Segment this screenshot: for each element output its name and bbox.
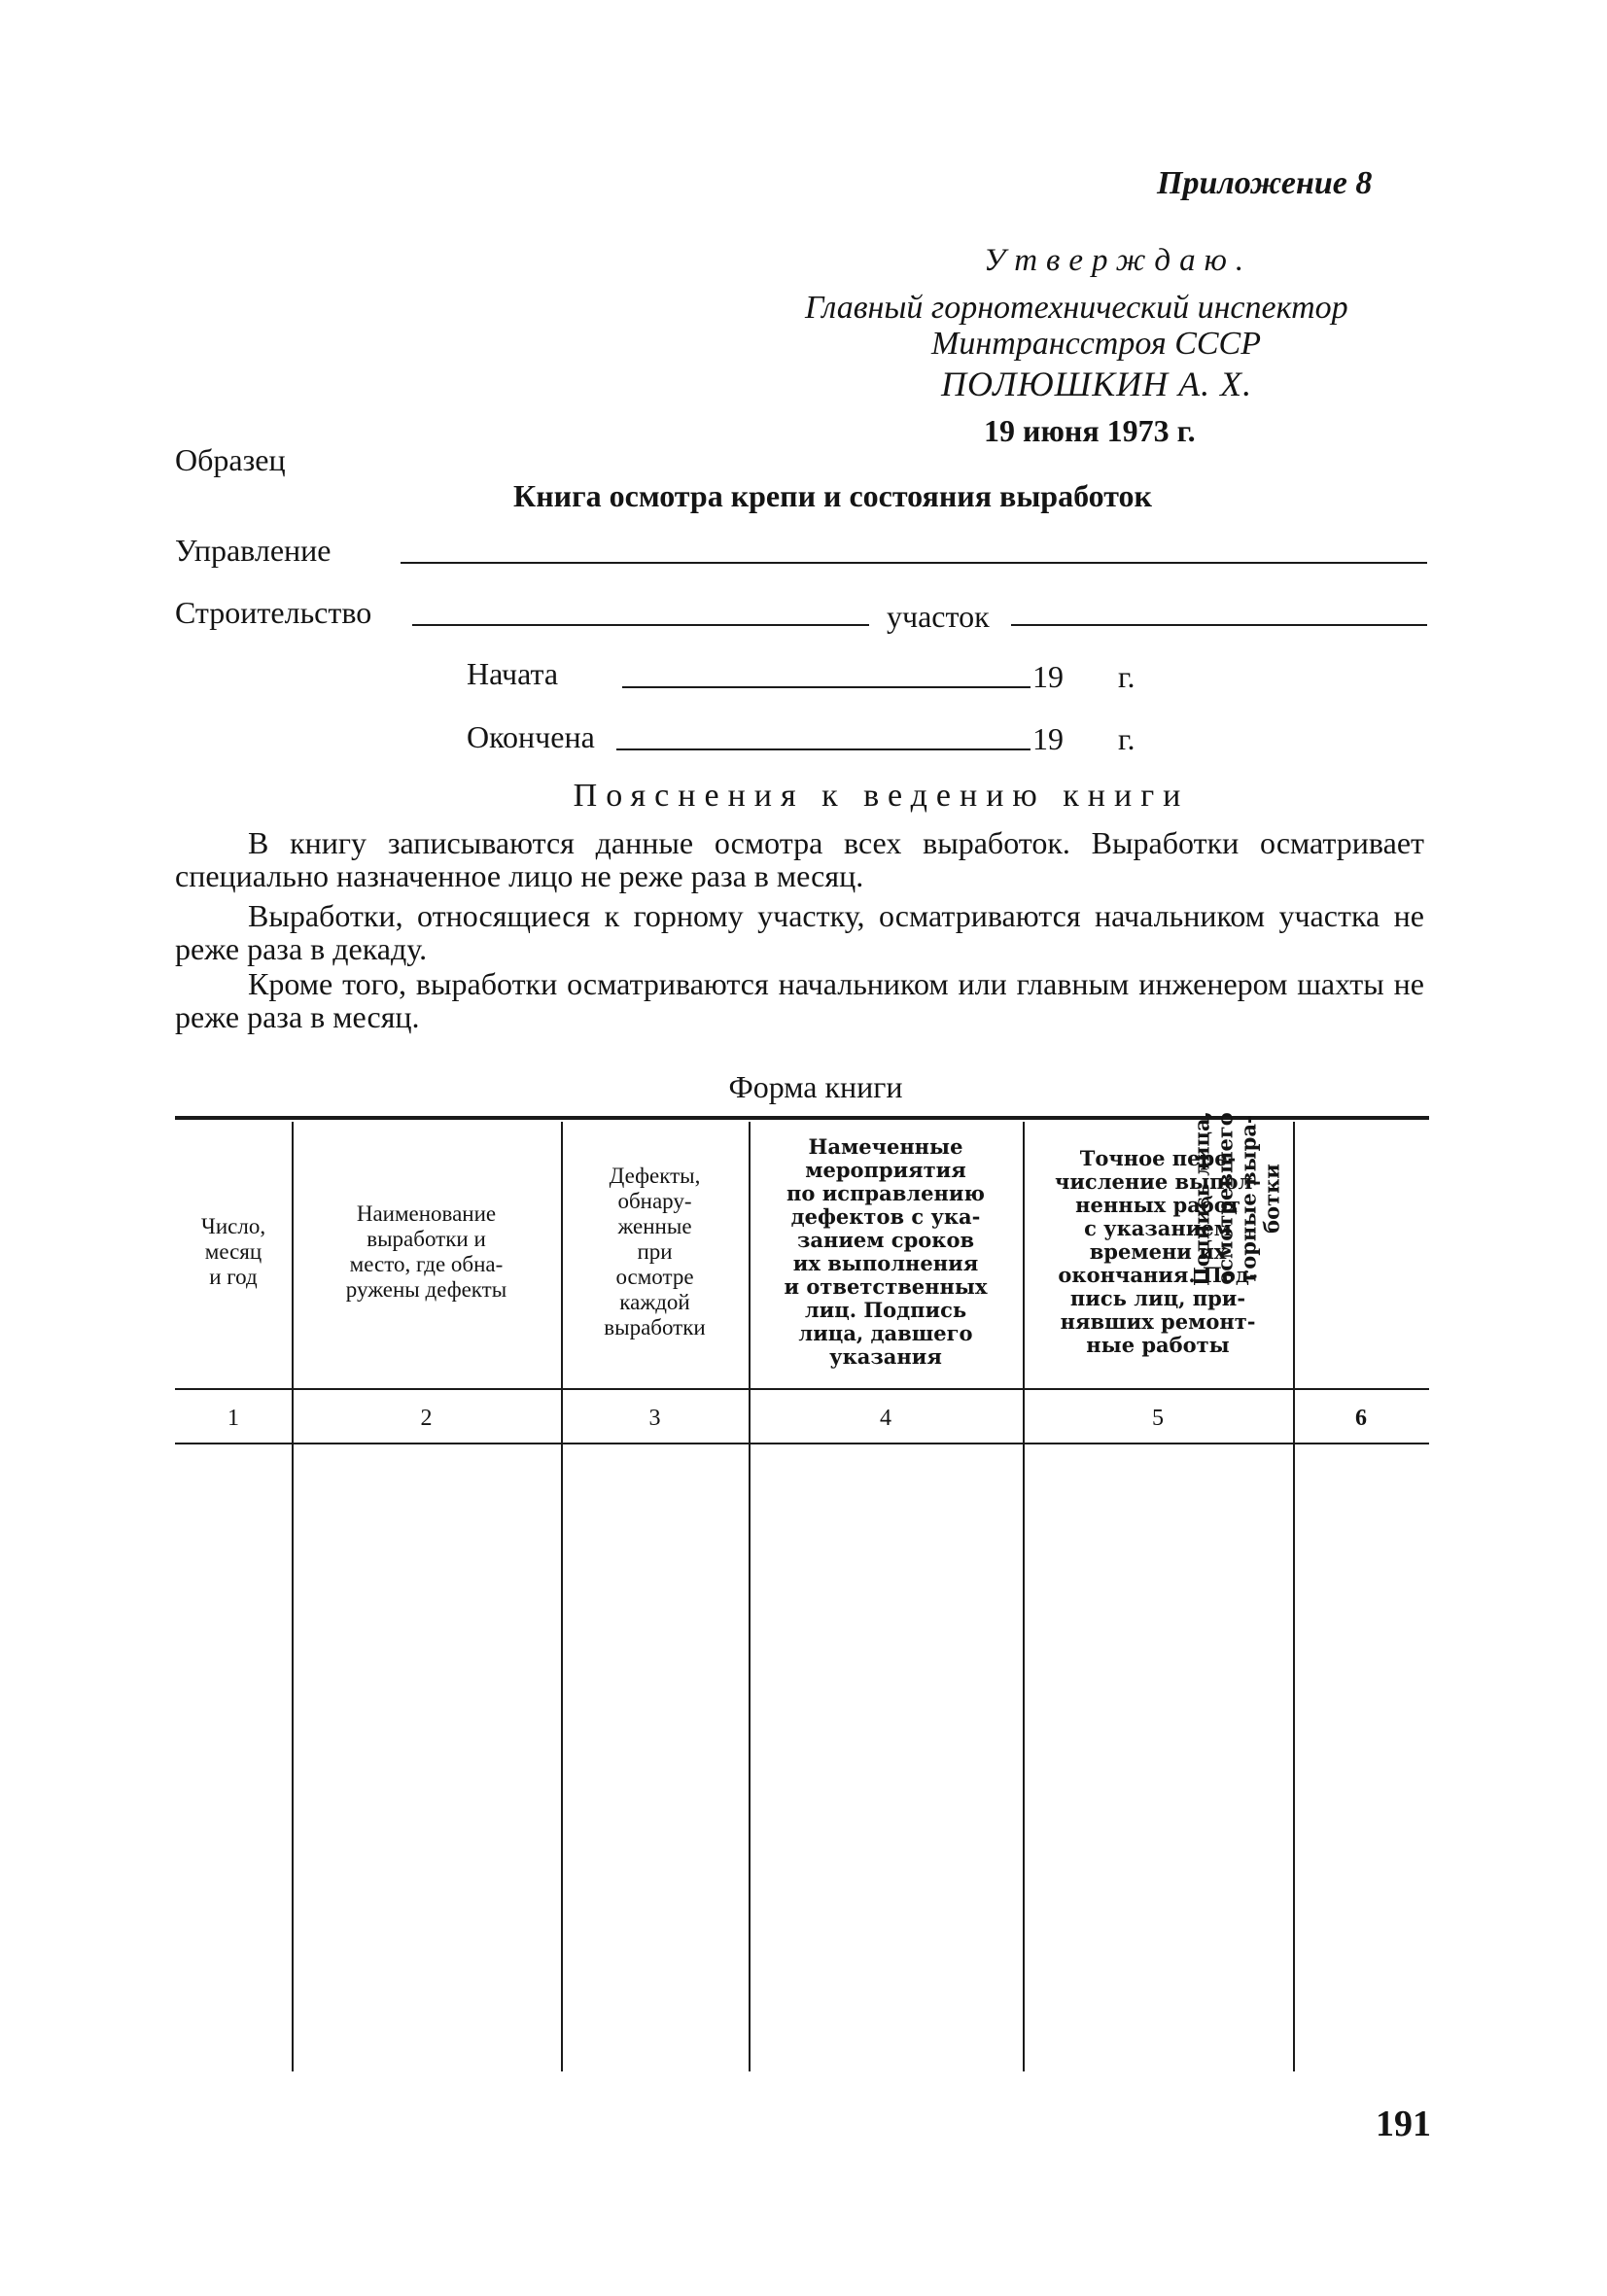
finished-line bbox=[616, 748, 1031, 750]
column-header-measures: Намеченные мероприятия по исправлению дефектов с ука- занием сроков их выполнения и ответственных лиц. Подпись лица, давшего указания bbox=[784, 1134, 988, 1369]
column-number: 4 bbox=[880, 1406, 891, 1431]
started-year-suffix: г. bbox=[1118, 659, 1135, 694]
started-label: Начата bbox=[467, 656, 559, 691]
started-year-prefix: 19 bbox=[1032, 659, 1064, 694]
column-number: 5 bbox=[1152, 1406, 1164, 1431]
column-number: 6 bbox=[1355, 1406, 1367, 1431]
explanation-paragraph-1: В книгу записываются данные осмотра всех выработок. Выработки осматривает специально назначенное лицо не реже раза в месяц. bbox=[175, 825, 1424, 893]
appendix-label: Приложение 8 bbox=[1157, 165, 1373, 201]
section-label: участок bbox=[887, 599, 990, 634]
column-number: 1 bbox=[227, 1406, 239, 1431]
approval-stamp: Утверждаю. bbox=[984, 243, 1253, 278]
column-number: 2 bbox=[420, 1406, 433, 1431]
explanations-title: Пояснения к ведению книги bbox=[573, 778, 1190, 814]
column-header-defects: Дефекты, обнару- женные при осмотре каждой выработки bbox=[604, 1164, 706, 1339]
explanation-paragraph-3: Кроме того, выработки осматриваются начальником или главным инженером шахты не реже раза в месяц. bbox=[175, 966, 1424, 1034]
approval-date: 19 июня 1973 г. bbox=[984, 413, 1196, 448]
book-title: Книга осмотра крепи и состояния выработок bbox=[513, 478, 1152, 513]
form-title: Форма книги bbox=[728, 1069, 903, 1104]
numbers-bottom-rule bbox=[175, 1443, 1429, 1444]
inspector-title: Главный горнотехнический инспектор bbox=[805, 290, 1348, 326]
column-header-working: Наименование выработки и место, где обна- ружены дефекты bbox=[345, 1201, 507, 1302]
column-header-date: Число, месяц и год bbox=[200, 1214, 266, 1289]
column-header-completed-work: Точное пере- числение выпол- ненных работ с указанием времени их окончания. Под- пись лиц, при- нявших ремонт- ные работы bbox=[1054, 1146, 1262, 1357]
explanation-paragraph-2: Выработки, относящиеся к горному участку, осматриваются начальником участка не реже раза в декаду. bbox=[175, 898, 1424, 966]
finished-year-prefix: 19 bbox=[1032, 721, 1064, 756]
page-number: 191 bbox=[1376, 2104, 1431, 2144]
construction-label: Строительство bbox=[175, 595, 372, 630]
column-number: 3 bbox=[648, 1406, 661, 1431]
finished-year-suffix: г. bbox=[1118, 721, 1135, 756]
started-line bbox=[622, 686, 1031, 688]
header-bottom-rule bbox=[175, 1388, 1429, 1390]
sample-label: Образец bbox=[175, 442, 286, 477]
directorate-label: Управление bbox=[175, 533, 332, 568]
approver-name: ПОЛЮШКИН А. Х. bbox=[941, 365, 1253, 403]
directorate-line bbox=[401, 562, 1427, 564]
section-line bbox=[1011, 624, 1427, 626]
ministry-name: Минтрансстроя СССР bbox=[931, 326, 1262, 362]
construction-line bbox=[412, 624, 869, 626]
column-divider bbox=[1293, 1122, 1295, 2071]
column-header-signature: Подпись лица, осмотревшего горные выра- ботки bbox=[1189, 1110, 1284, 1286]
finished-label: Окончена bbox=[467, 719, 595, 754]
